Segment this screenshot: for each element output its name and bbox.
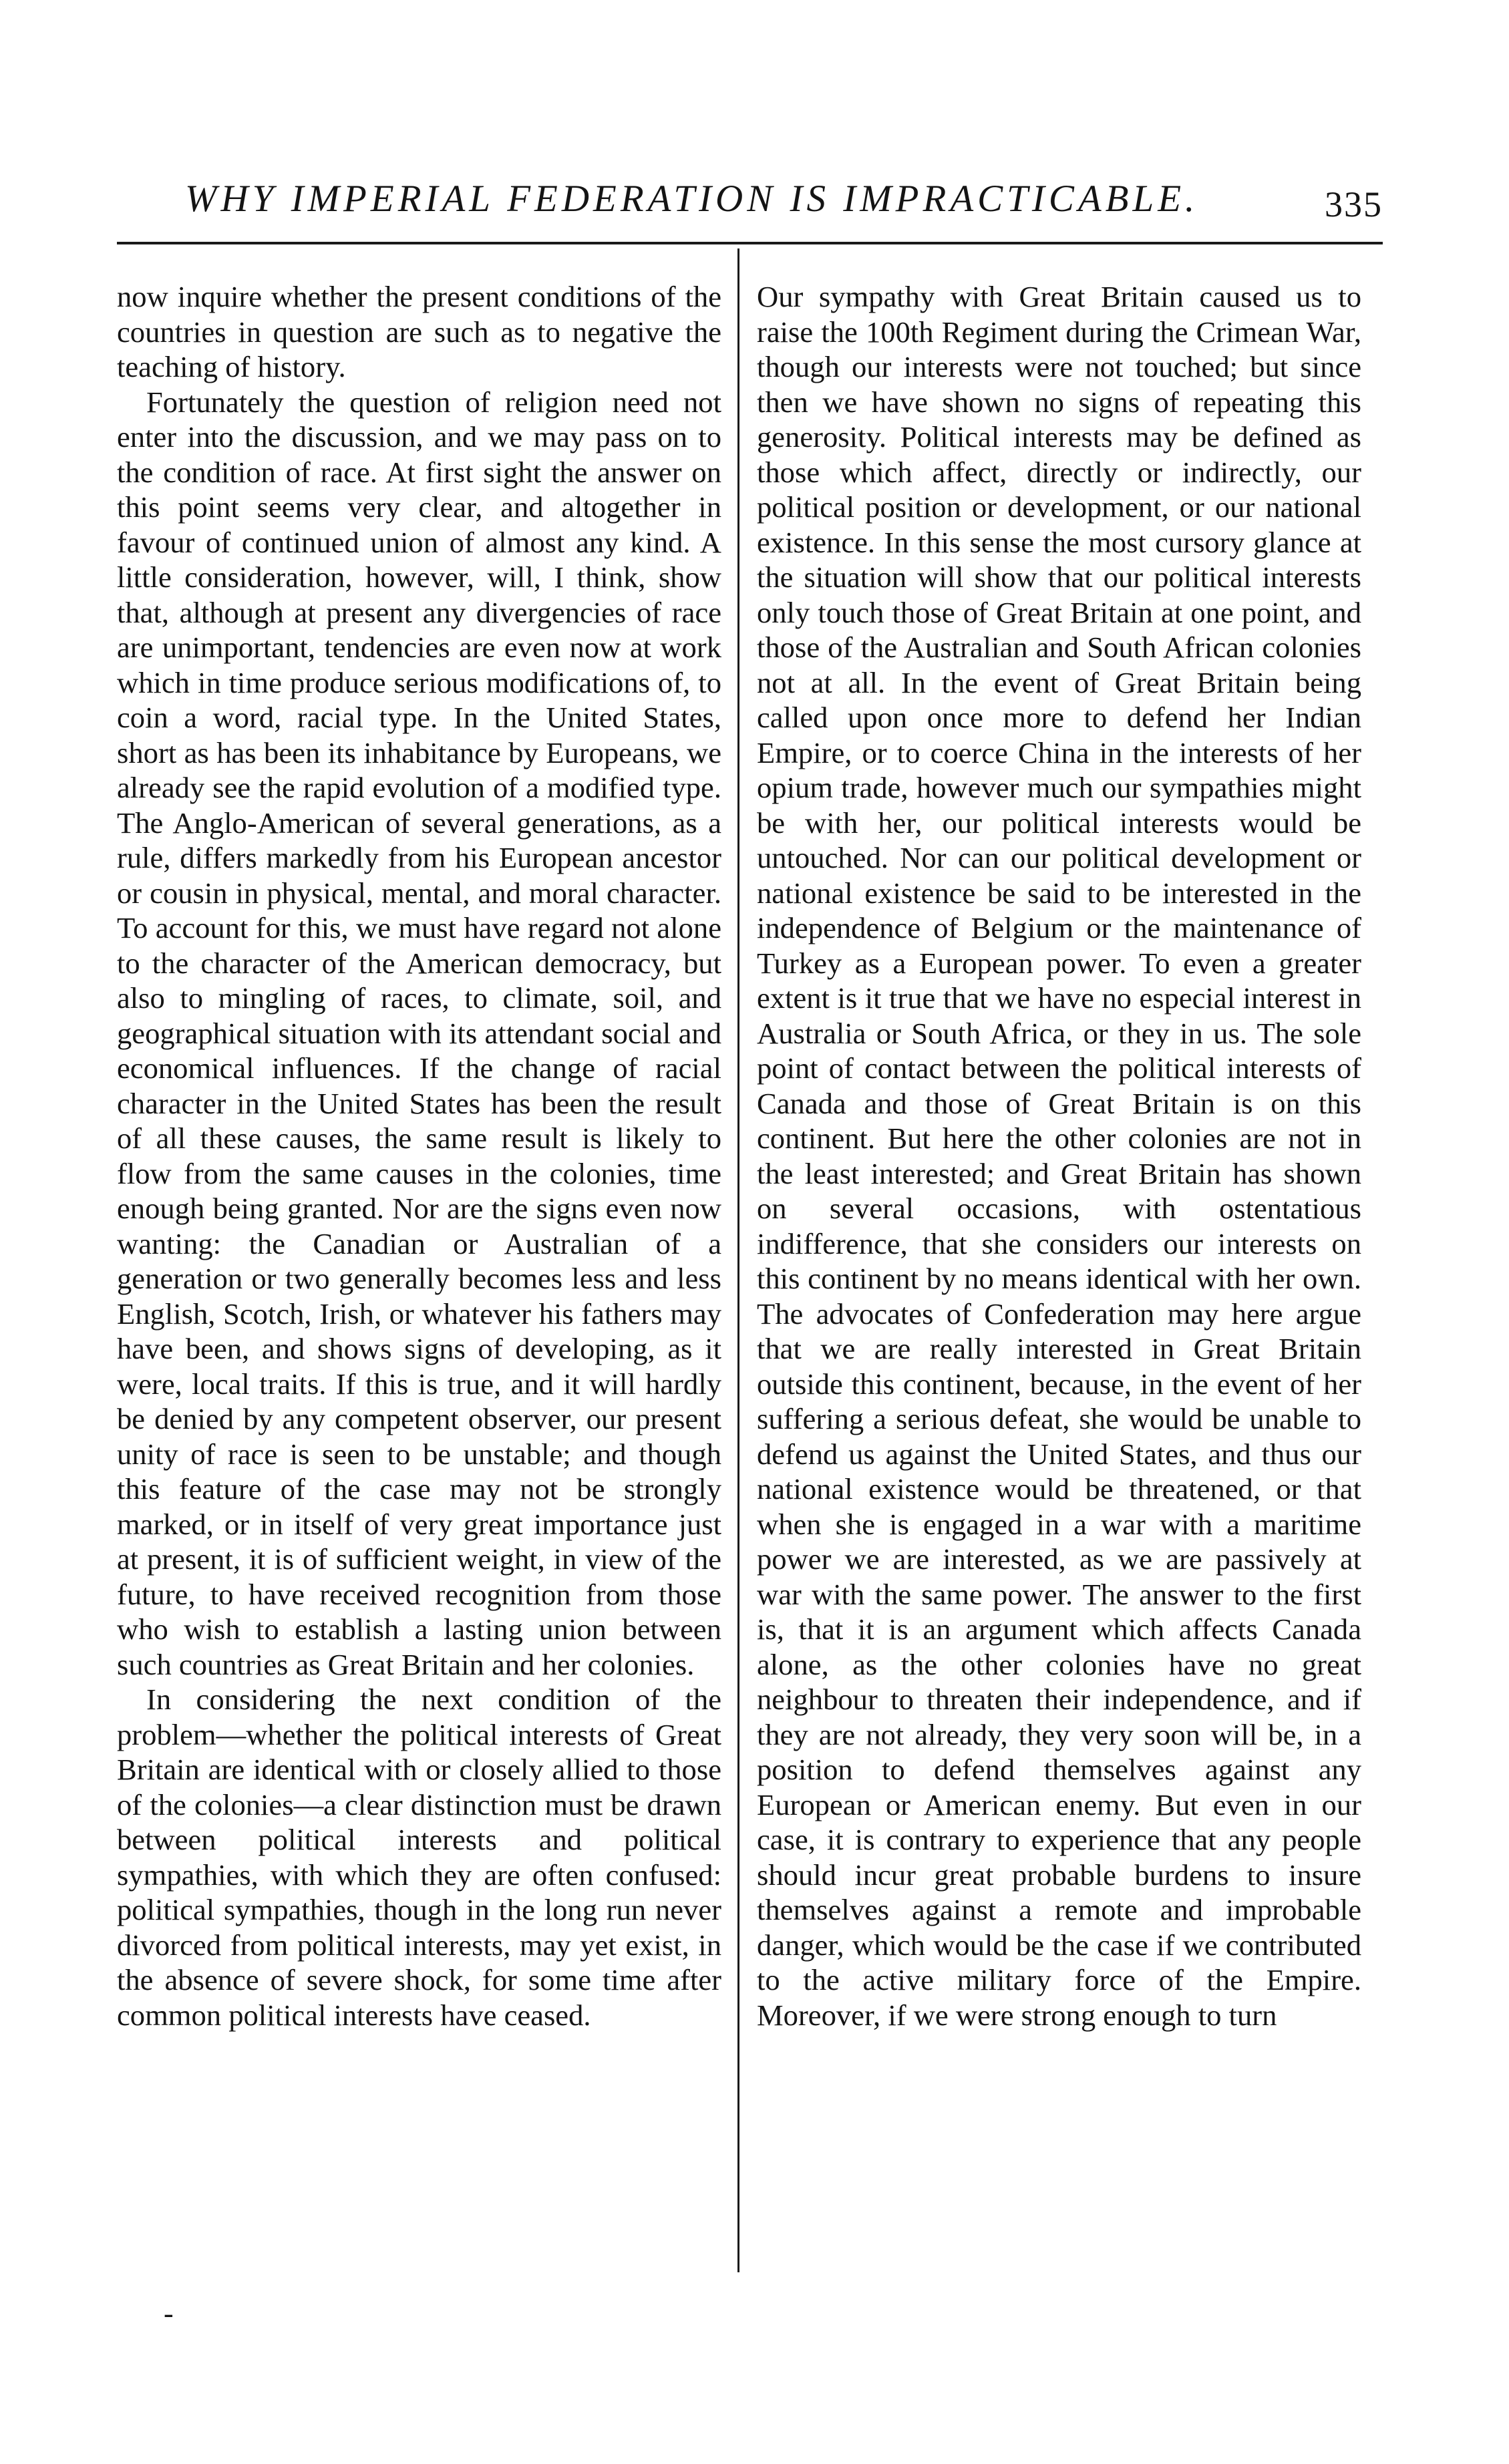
left-column <box>117 279 721 2033</box>
paragraph-political-interests: In considering the next condition of the problem—whether the political interests of Great Britain are identical with or closely allied to those of the colonies—a clear distinction must be drawn between political interests and political sympathies, with which they are often confused: political sympathies, though in the long run never divorced from political interests, may yet exist, in the absence of severe shock, for some time after common political interests have ceased. <box>117 1683 721 2032</box>
page-header <box>117 137 1383 230</box>
right-column <box>757 279 1361 2033</box>
paragraph-race: Fortunately the question of religion need not enter into the discussion, and we may pass on to the condition of race. At first sight the answer on this point seems very clear, and altogether in favour of continued union of almost any kind. A little consideration, however, will, I think, show that, although at present any divergencies of race are unimportant, tendencies are even now at work which in time produce serious modifications of, to coin a word, racial type. In the United States, short as has been its inhabitance by Europeans, we already see the rapid evolution of a modified type. The Anglo-American of several generations, as a rule, differs markedly from his European ancestor or cousin in physical, mental, and moral character. To account for this, we must have regard not alone to the character of the American democracy, but also to mingling of races, to climate, soil, and geographical situation with its attendant social and economical influences. If the change of racial character in the United States has been the result of all these causes, the same result is likely to flow from the same causes in the colonies, time enough being granted. Nor are the signs even now wanting: the Canadian or Australian of a generation or two generally becomes less and less English, Scotch, Irish, or whatever his fathers may have been, and shows signs of developing, as it were, local traits. If this is true, and it will hardly be denied by any competent observer, our present unity of race is seen to be unstable; and though this feature of the case may not be strongly marked, or in itself of very great importance just at present, it is of sufficient weight, in view of the future, to have received recognition from those who wish to establish a lasting union between such countries as Great Britain and her colonies. <box>117 385 721 1681</box>
column-divider <box>737 248 739 2272</box>
page-number: 335 <box>1325 184 1383 224</box>
paragraph-sympathy: Our sympathy with Great Britain caused us to raise the 100th Regiment during the Crimean War, though our interests were not touched; but since then we have shown no signs of repeating this generosity. Political interests may be defined as those which affect, directly or indirectly, our political position or development, or our national existence. In this sense the most cursory glance at the situation will show that our political interests only touch those of Great Britain at one point, and those of the Australian and South African colonies not at all. In the event of Great Britain being called upon once more to defend her Indian Empire, or to coerce China in the interests of her opium trade, however much our sympathies might be with her, our political interests would be untouched. Nor can our political development or national existence be said to be interested in the independence of Belgium or the maintenance of Turkey as a European power. To even a greater extent is it true that we have no especial interest in Australia or South Africa, or they in us. The sole point of contact between the political interests of Canada and those of Great Britain is on this continent. But here the other colonies are not in the least interested; and Great Britain has shown on several occasions, with ostentatious indifference, that she considers our interests on this continent by no means identical with her own. The advocates of Confederation may here argue that we are really interested in Great Britain outside this continent, because, in the event of her suffering a serious defeat, she would be unable to defend us against the United States, and thus our national existence would be threatened, or that when she is engaged in a war with a maritime power we are interested, as we are passively at war with the same power. The answer to the first is, that it is an argument which affects Canada alone, as the other colonies have no great neighbour to threaten their independence, and if they are not already, they very soon will be, in a position to defend themselves against any European or American enemy. But even in our case, it is contrary to experience that any people should incur great probable burdens to insure themselves against a remote and improbable danger, which would be the case if we contributed to the active military force of the Empire. Moreover, if we were strong enough to turn <box>757 280 1361 2032</box>
paragraph-continued: now inquire whether the present conditions of the countries in question are such as to negative the teaching of history. <box>117 280 721 383</box>
running-title: WHY IMPERIAL FEDERATION IS IMPRACTICABLE. <box>185 178 1199 220</box>
header-rule <box>117 242 1383 244</box>
footer-mark: - <box>164 2297 174 2330</box>
